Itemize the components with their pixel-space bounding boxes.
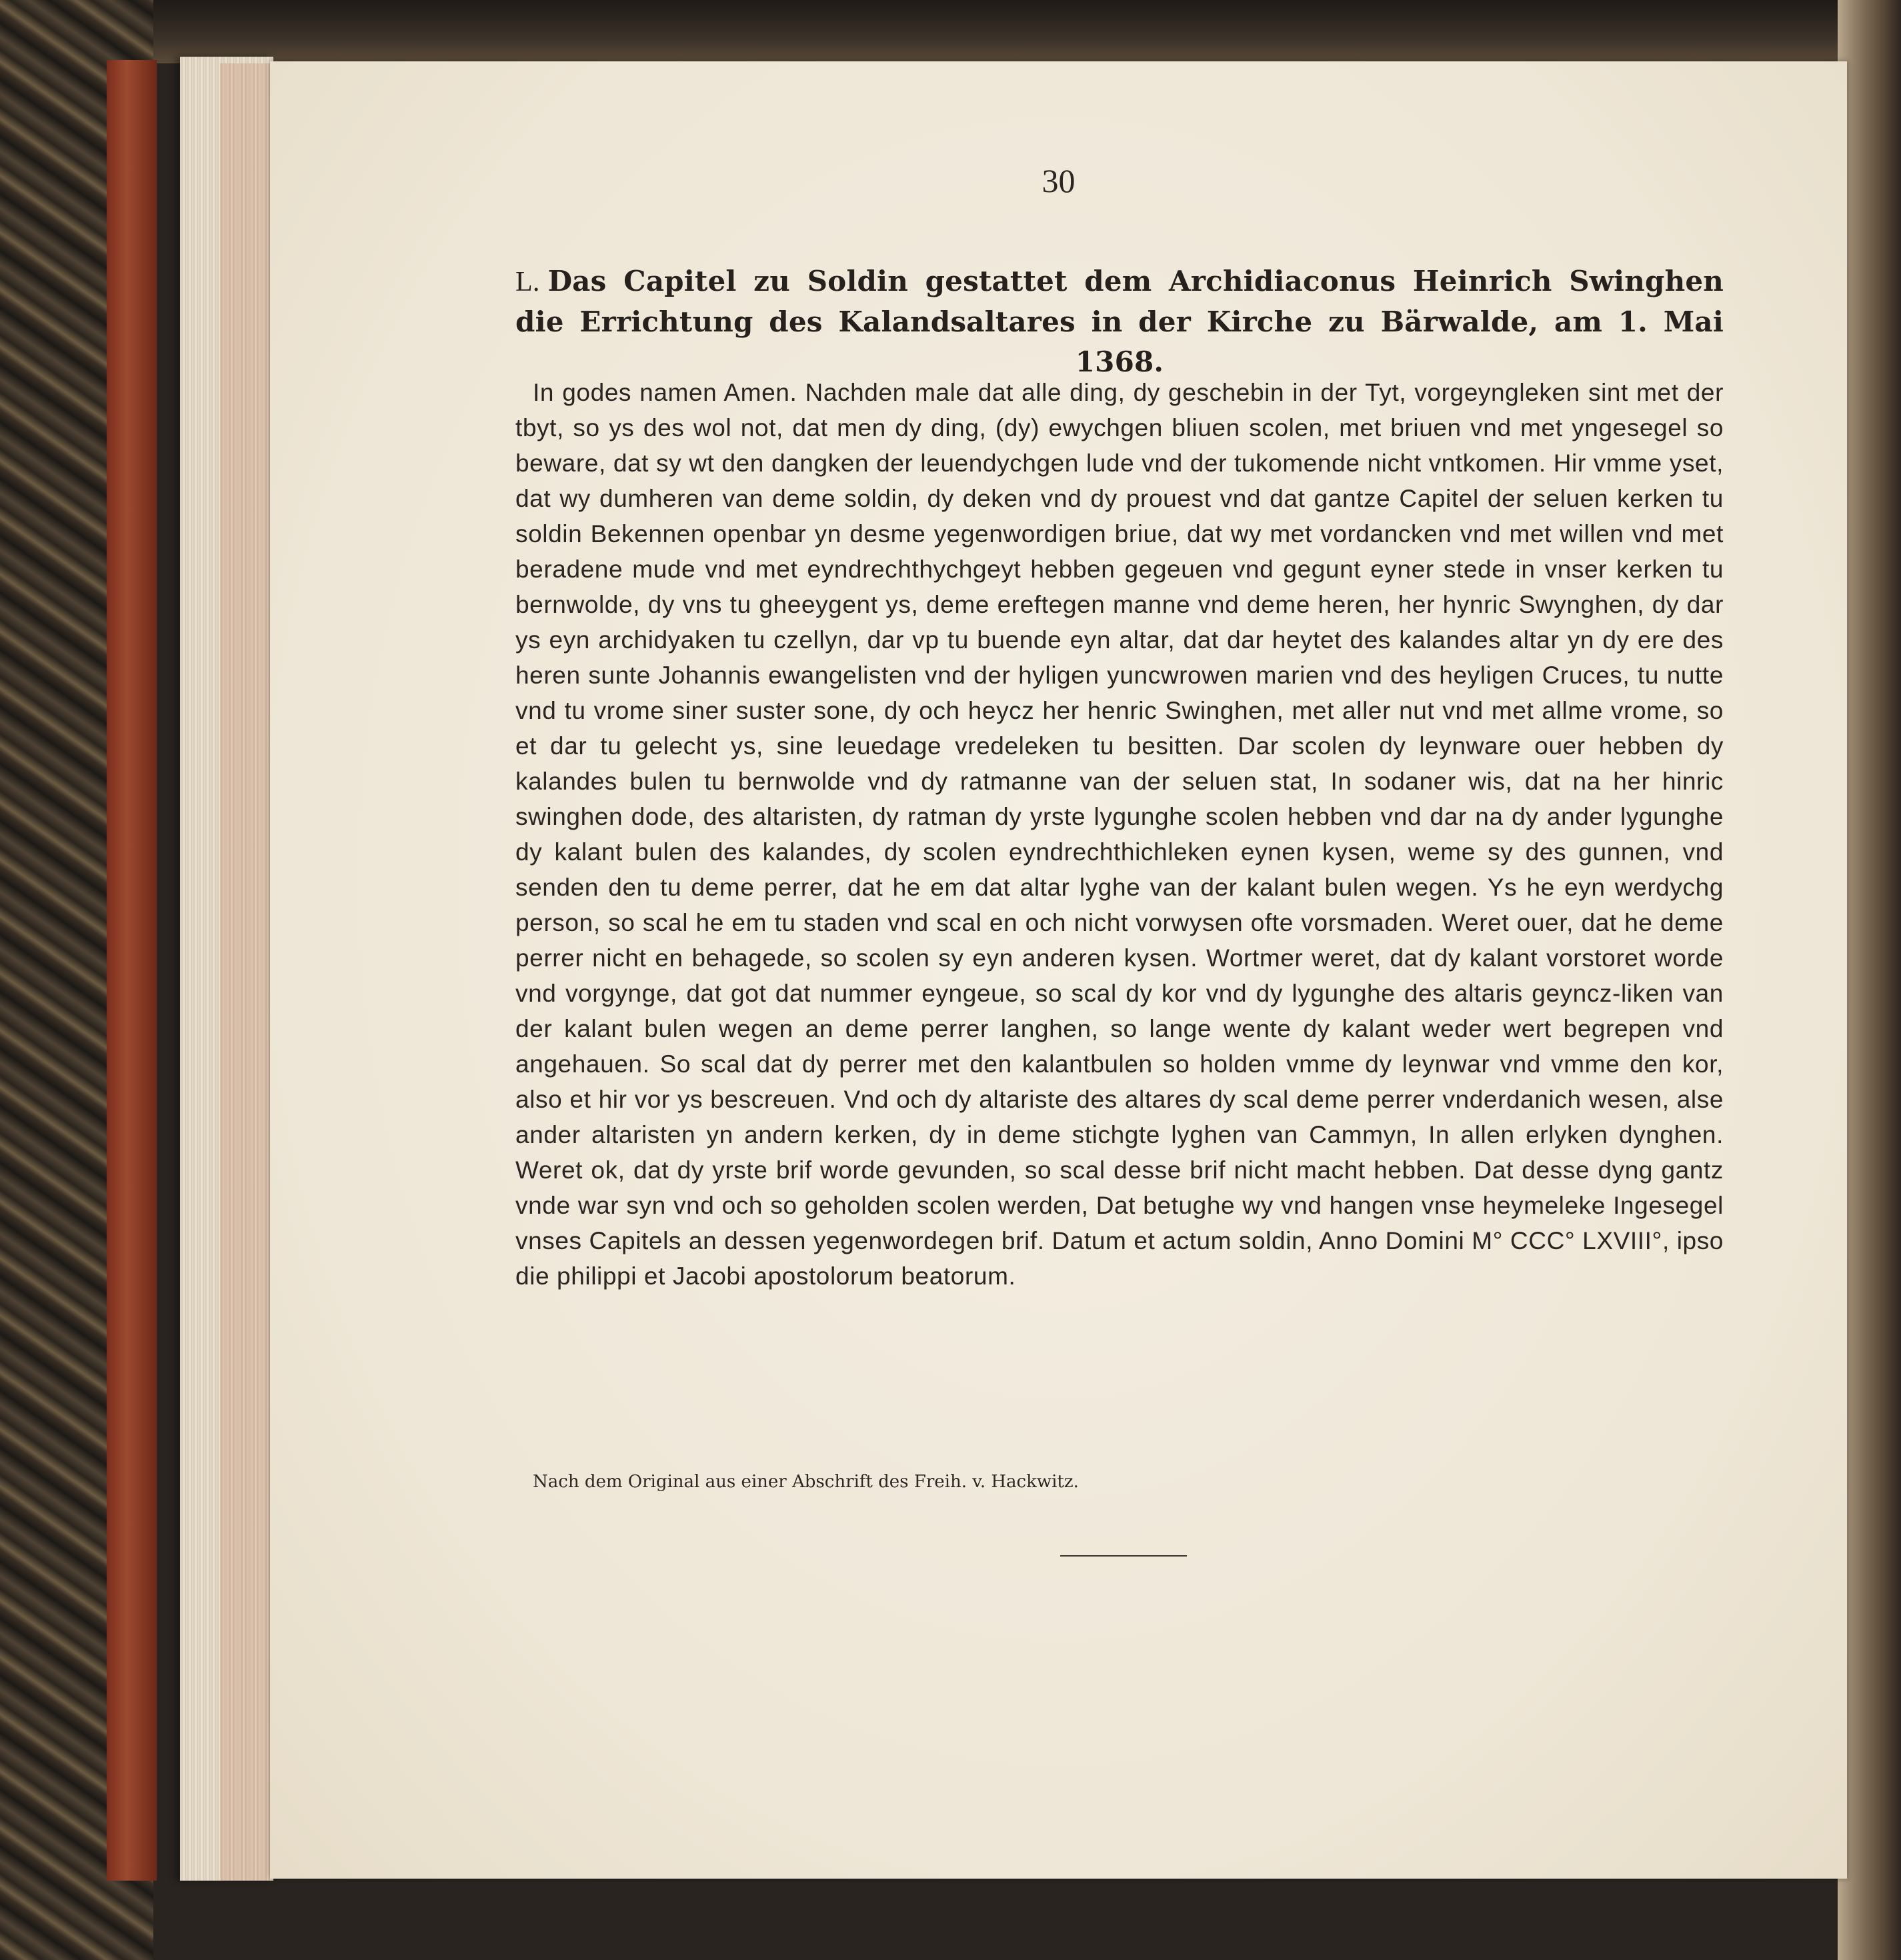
document-heading: [515, 261, 1724, 382]
section-divider: [1060, 1555, 1187, 1557]
book-spine-binding: [107, 60, 157, 1881]
book-page: [270, 61, 1847, 1879]
page-number: 30: [1042, 162, 1076, 199]
page-edges-tint: [220, 63, 270, 1881]
book-cover-top: [0, 0, 1901, 63]
document-numeral: L.: [515, 267, 540, 297]
document-title: Das Capitel zu Soldin gestattet dem Archidiaconus Heinrich Swinghen die Errichtung des Kalandsaltares in der Kirche zu Bärwalde, am 1. Mai 1368.: [515, 265, 1724, 378]
book-cover-right: [1838, 0, 1901, 1960]
document-body: In godes namen Amen. Nachden male dat alle ding, dy geschebin in der Tyt, vorgeyngleken sint met der tbyt, so ys des wol not, dat men dy ding, (dy) ewychgen bliuen scolen, met briuen vnd met yngesegel so beware, dat sy wt den dangken der leuendychgen lude vnd der tukomende nicht vntkomen. Hir vmme yset, dat wy dumheren van deme soldin, dy deken vnd dy prouest vnd dat gantze Capitel der seluen kerken tu soldin Bekennen openbar yn desme yegenwordigen briue, dat wy met vordancken vnd met willen vnd met beradene mude vnd met eyndrechthychgeyt hebben gegeuen vnd gegunt eyner stede in vnser kerken tu bernwolde, dy vns tu gheeygent ys, deme ereftegen manne vnd deme heren, her hynric Swynghen, dy dar ys eyn archidyaken tu czellyn, dar vp tu buende eyn altar, dat dar heytet des kalandes altar yn dy ere des heren sunte Johannis ewangelisten vnd der hyligen yuncwrowen marien vnd des heyligen Cruces, tu nutte vnd tu vrome siner suster sone, dy och heycz her henric Swinghen, met aller nut vnd met allme vrome, so et dar tu gelecht ys, sine leuedage vredeleken tu besitten. Dar scolen dy leynware ouer hebben dy kalandes bulen tu bernwolde vnd dy ratmanne van der seluen stat, In sodaner wis, dat na her hinric swinghen dode, des altaristen, dy ratman dy yrste lygunghe scolen hebben vnd dar na dy ander lygunghe dy kalant bulen des kalandes, dy scolen eyndrechthichleken eynen kysen, weme sy des gunnen, vnd senden den tu deme perrer, dat he em dat altar lyghe van der kalant bulen wegen. Ys he eyn werdychg person, so scal he em tu staden vnd scal en och nicht vorwysen ofte vorsmaden. Weret ouer, dat he deme perrer nicht en behagede, so scolen sy eyn anderen kysen. Wortmer weret, dat dy kalant vorstoret worde vnd vorgynge, dat got dat nummer eyngeue, so scal dy kor vnd dy lygunghe des altaris geyncz-liken van der kalant bulen wegen an deme perrer langhen, so lange wente dy kalant weder wert begrepen vnd angehauen. So scal dat dy perrer met den kalantbulen so holden vmme dy leynwar vnd vmme den kor, also et hir vor ys bescreuen. Vnd och dy altariste des altares dy scal deme perrer vnderdanich wesen, alse ander altaristen yn andern kerken, dy in deme stichgte lyghen van Cammyn, In allen erlyken dynghen. Weret ok, dat dy yrste brif worde gevunden, so scal desse brif nicht macht hebben. Dat desse dyng gantz vnde war syn vnd och so geholden scolen werden, Dat betughe wy vnd hangen vnse heymeleke Ingesegel vnses Capitels an dessen yegenwordegen brif. Datum et actum soldin, Anno Domini M° CCC° LXVIII°, ipso die philippi et Jacobi apostolorum beatorum.: [515, 379, 1724, 1290]
source-note: Nach dem Original aus einer Abschrift des Freih. v. Hackwitz.: [533, 1472, 1079, 1492]
